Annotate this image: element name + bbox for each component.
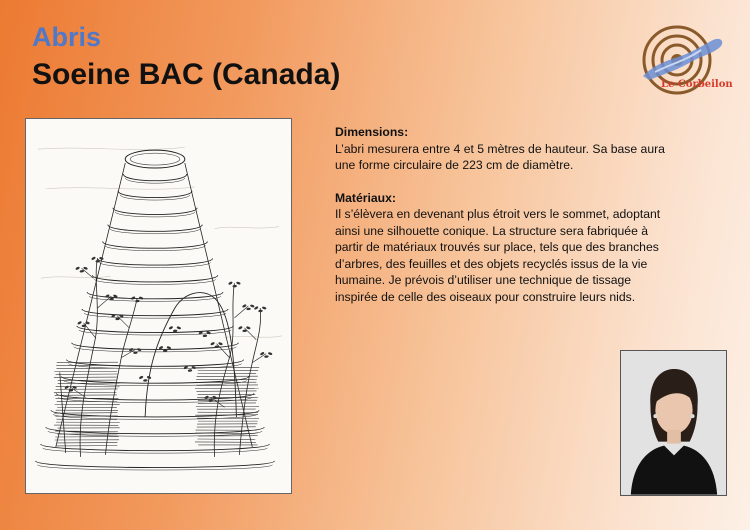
materials-label: Matériaux:	[335, 190, 396, 205]
materials-text-line: partir de matériaux trouvés sur place, tels que des branches	[335, 240, 659, 254]
artist-photo	[620, 350, 727, 496]
shelter-sketch	[25, 118, 292, 494]
dimensions-label: Dimensions:	[335, 125, 409, 139]
dimensions-text-line: L’abri mesurera entre 4 et 5 mètres de hauteur. Sa base aura	[335, 141, 665, 156]
conical-shelter-drawing	[26, 119, 291, 493]
materials-text-line: ainsi une silhouette conique. La structure sera fabriquée à	[335, 223, 649, 238]
dimensions-text-line: une forme circulaire de 223 cm de diamètre.	[335, 158, 574, 172]
section-title: Abris	[32, 22, 102, 52]
materials-text-line: inspirée de celle des oiseaux pour construire leurs nids.	[335, 289, 636, 304]
materials-text-line: d’arbres, des feuilles et des objets recyclés issus de la vie	[335, 256, 648, 271]
materials-text-line: humaine. Je prévois d’utiliser une technique de tissage	[335, 273, 632, 287]
description	[335, 124, 695, 305]
logo-text: Le Corbeilon	[661, 79, 733, 90]
materials-text-line: Il s’élèvera en devenant plus étroit vers le sommet, adoptant	[335, 207, 661, 221]
logo	[635, 20, 733, 100]
artist-title: Soeine BAC (Canada)	[32, 58, 341, 91]
person-portrait-icon	[621, 351, 726, 495]
